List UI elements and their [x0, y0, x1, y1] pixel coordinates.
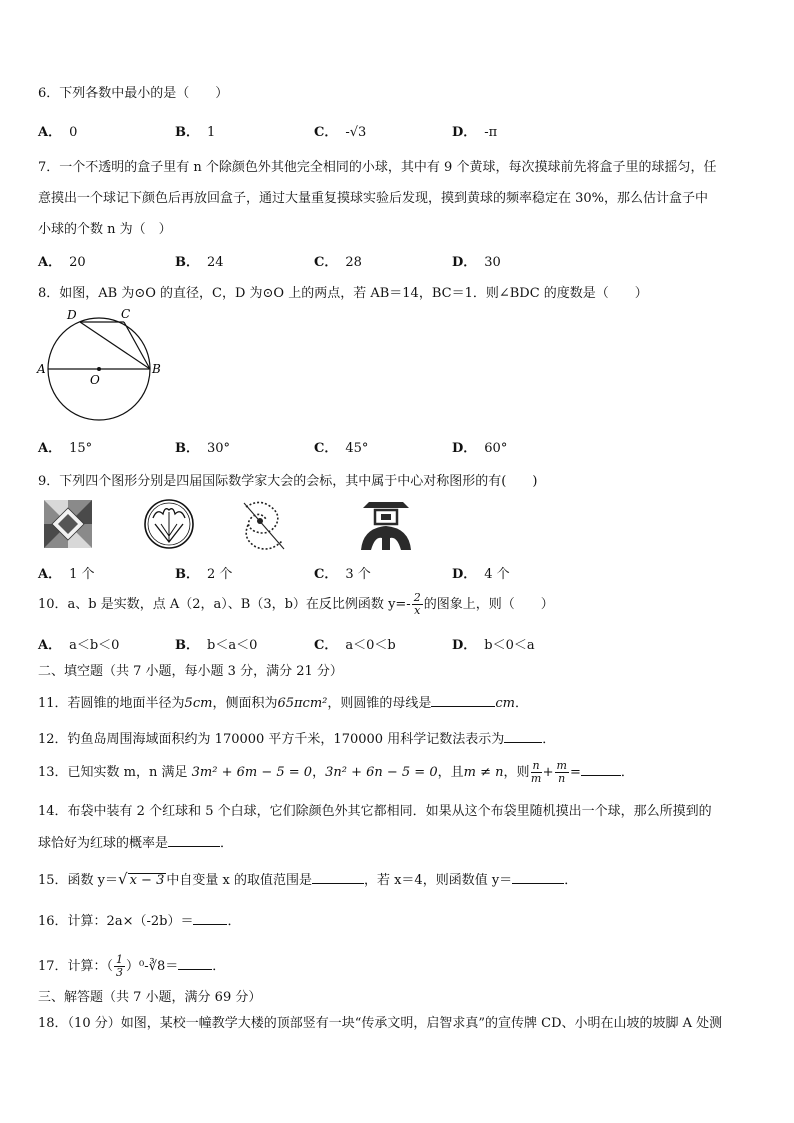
q8-option-a[interactable]: A． 15° — [38, 441, 93, 456]
q17-frac-num: 1 — [116, 953, 124, 966]
q13-eq2: 3n² + 6n − 5 = 0 — [325, 765, 438, 780]
q6-option-c[interactable]: C． -√3 — [314, 125, 367, 140]
q9-stem: 9．下列四个图形分别是四届国际数学家大会的会标，其中属于中心对称图形的有( ) — [38, 474, 538, 489]
q13-frac2-den: n — [558, 772, 566, 785]
q10-option-b[interactable]: B． b＜a＜0 — [175, 638, 258, 653]
q17 — [38, 954, 225, 979]
q10-stem — [38, 592, 554, 617]
q15-text-c: ，若 x＝4，则函数值 y＝ — [363, 873, 513, 888]
q13-text-b: ，且 — [437, 765, 464, 780]
q9-option-d[interactable]: D． 4 个 — [452, 567, 510, 582]
q9-option-a[interactable]: A． 1 个 — [38, 567, 95, 582]
q10-stem-a: 10．a、b 是实数，点 A（2，a）、B（3，b）在反比例函数 y=- — [38, 597, 411, 612]
center-point — [97, 367, 101, 371]
q9-option-c[interactable]: C． 3 个 — [314, 567, 371, 582]
q8-option-d[interactable]: D． 60° — [452, 441, 508, 456]
label-d: D — [67, 308, 77, 322]
q10-stem-b: 的图象上，则（ ） — [423, 597, 554, 612]
label-o: O — [90, 373, 100, 387]
q6-stem: 6．下列各数中最小的是（ ） — [38, 86, 229, 101]
q14-answer-blank[interactable] — [168, 834, 220, 847]
q15 — [38, 869, 577, 888]
q14-end: ． — [220, 836, 234, 851]
q11-text-b: ，侧面积为 — [212, 696, 278, 711]
q7-option-d[interactable]: D． 30 — [452, 255, 501, 270]
q7-option-c[interactable]: C． 28 — [314, 255, 362, 270]
q6-option-a[interactable]: A． 0 — [38, 125, 78, 140]
q15-text-a: 15．函数 y＝ — [38, 873, 119, 888]
q13-cond: m ≠ n — [463, 765, 504, 780]
q18-line1: 18．（10 分）如图，某校一幢教学大楼的顶部竖有一块“传承文明，启智求真”的宣传牌 CD、小明在山坡的坡脚 A 处测 — [38, 1016, 723, 1031]
q7-line2: 意摸出一个球记下颜色后再放回盒子，通过大量重复摸球实验后发现，摸到黄球的频率稳定在 30%，那么估计盒子中 — [38, 191, 709, 206]
q14-line2 — [38, 832, 233, 851]
q13-frac1-num: n — [532, 759, 540, 772]
q17-cube-root: ∛8 — [148, 959, 166, 974]
q8-stem: 8．如图，AB 为⊙O 的直径，C，D 为⊙O 上的两点，若 AB＝14，BC＝1．则∠BDC 的度数是（ ） — [38, 286, 648, 301]
q11-text-a: 11．若圆锥的地面半径为 — [38, 696, 185, 711]
q7-line3: 小球的个数 n 为（ ） — [38, 222, 172, 237]
q13-eq1: 3m² + 6m − 5 = 0 — [191, 765, 313, 780]
q9-options — [38, 563, 738, 583]
q15-range-blank[interactable] — [312, 871, 364, 884]
q13-frac2-num: m — [556, 759, 567, 772]
q7-options — [38, 251, 738, 271]
q8-option-b[interactable]: B． 30° — [175, 441, 231, 456]
logo-3-dotted-spiral — [238, 497, 290, 553]
q15-text-b: 中自变量 x 的取值范围是 — [166, 873, 312, 888]
q10-frac-num: 2 — [413, 591, 421, 604]
q13-end: ． — [620, 765, 634, 780]
q7-line1: 7．一个不透明的盒子里有 n 个除颜色外其他完全相同的小球，其中有 9 个黄球，每次摸球前先将盒子里的球摇匀，任 — [38, 160, 717, 175]
chord-cb — [124, 322, 150, 369]
q17-frac-den: 3 — [116, 966, 124, 979]
q13-frac-n-m — [531, 760, 542, 785]
q8-options — [38, 437, 738, 457]
section-solutions: 三、解答题（共 7 小题，满分 69 分） — [38, 990, 262, 1005]
q15-value-blank[interactable] — [512, 871, 564, 884]
q17-text-a: 17．计算：（ — [38, 959, 114, 974]
q13-sep: ， — [312, 765, 326, 780]
q16-text: 16．计算：2a×（-2b）＝ — [38, 914, 194, 929]
q10-option-c[interactable]: C． a＜0＜b — [314, 638, 396, 653]
q6-option-b[interactable]: B． 1 — [175, 125, 216, 140]
logo-1-pinwheel — [44, 500, 92, 548]
label-b: B — [152, 362, 161, 376]
q13-text-c: ，则 — [503, 765, 530, 780]
q10-options — [38, 634, 738, 654]
q11-radius: 5cm — [184, 696, 213, 711]
logo-2-flower-circle — [143, 498, 195, 550]
q10-frac-den: x — [414, 604, 421, 617]
logo-4-pagoda — [357, 498, 415, 552]
label-a: A — [37, 362, 46, 376]
q6-option-d[interactable]: D． -π — [452, 125, 498, 140]
q14-line1: 14．布袋中装有 2 个红球和 5 个白球，它们除颜色外其它都相同．如果从这个布袋里随机摸出一个球，那么所摸到的 — [38, 804, 712, 819]
q10-fraction — [412, 592, 423, 617]
q15-end: ． — [564, 873, 578, 888]
q15-radicand: x − 3 — [129, 873, 165, 888]
q13 — [38, 760, 634, 785]
q16-answer-blank[interactable] — [193, 912, 227, 925]
q8-option-c[interactable]: C． 45° — [314, 441, 369, 456]
q17-text-b: ）⁰- — [126, 959, 149, 974]
q13-text-a: 13．已知实数 m，n 满足 — [38, 765, 188, 780]
q17-answer-blank[interactable] — [178, 957, 212, 970]
q17-equals: ＝ — [165, 959, 179, 974]
q14-text: 球恰好为红球的概率是 — [38, 836, 169, 851]
q11 — [38, 692, 528, 711]
q11-area: 65πcm² — [277, 696, 328, 711]
q11-end: ． — [514, 696, 528, 711]
q13-frac1-den: m — [530, 772, 542, 785]
q17-fraction — [114, 954, 125, 979]
q17-end: ． — [212, 959, 226, 974]
q10-option-a[interactable]: A． a＜b＜0 — [38, 638, 120, 653]
section-fill-in: 二、填空题（共 7 小题，每小题 3 分，满分 21 分） — [38, 664, 343, 679]
q11-answer-blank[interactable] — [431, 694, 495, 707]
q12-end: ． — [542, 732, 556, 747]
label-c: C — [121, 307, 131, 321]
chord-db — [80, 322, 150, 369]
q12-text: 12．钓鱼岛周围海域面积约为 170000 平方千米，170000 用科学记数法表示为 — [38, 732, 505, 747]
q11-unit: cm — [495, 696, 515, 711]
q10-option-d[interactable]: D． b＜0＜a — [452, 638, 535, 653]
q13-frac-m-n — [555, 760, 569, 785]
q16 — [38, 910, 240, 929]
q13-equals: = — [569, 765, 581, 780]
q13-plus: + — [542, 765, 554, 780]
q11-text-c: ，则圆锥的母线是 — [327, 696, 432, 711]
radical-sign-icon: √ — [118, 870, 128, 888]
q16-end: ． — [227, 914, 241, 929]
q6-options — [38, 121, 738, 141]
q7-option-a[interactable]: A． 20 — [38, 255, 86, 270]
q9-option-b[interactable]: B． 2 个 — [175, 567, 233, 582]
q12 — [38, 728, 555, 747]
q12-answer-blank[interactable] — [504, 730, 542, 743]
q7-option-b[interactable]: B． 24 — [175, 255, 224, 270]
q13-answer-blank[interactable] — [581, 763, 621, 776]
q8-circle-figure — [36, 306, 166, 426]
